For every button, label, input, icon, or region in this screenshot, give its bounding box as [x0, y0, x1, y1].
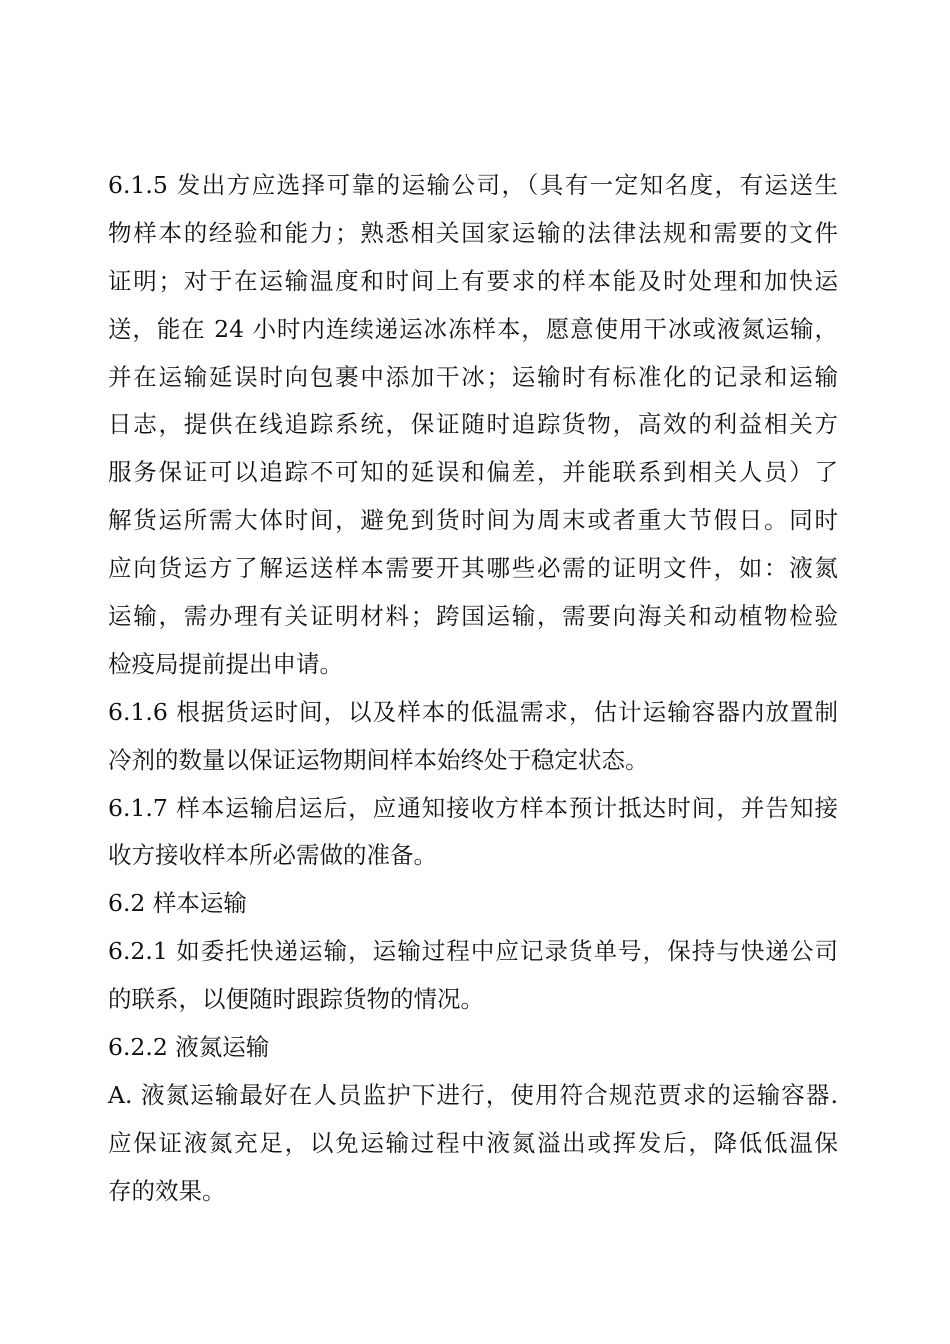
text-line: 6.2.1 如委托快递运输，运输过程中应记录货单号，保持与快递公司	[108, 937, 838, 966]
text-line: 运输，需办理有关证明材料；跨国运输，需要向海关和动植物检验	[108, 602, 838, 631]
text-line: 应向货运方了解运送样本需要开其哪些必需的证明文件，如：液氮	[108, 554, 838, 583]
text-line: 送，能在 24 小时内连续递运冰冻样本，愿意使用干冰或液氮运输，	[108, 314, 838, 343]
text-line: 检疫局提前提出申请。	[108, 649, 343, 678]
heading-text: 6.2.2 液氮运输	[108, 1033, 270, 1062]
text-line: 物样本的经验和能力；熟悉相关国家运输的法律法规和需要的文件	[108, 218, 838, 247]
paragraph-6-2-1	[108, 928, 838, 1024]
text-line: 证明；对于在运输温度和时间上有要求的样本能及时处理和加快运	[108, 266, 838, 295]
text-line: A. 液氮运输最好在人员监护下进行，使用符合规范贾求的运输容器.	[108, 1080, 838, 1109]
text-line: 6.1.5 发出方应选择可靠的运输公司，（具有一定知名度，有运送生	[108, 171, 838, 199]
text-line: 并在运输延误时向包裹中添加干冰；运输时有标准化的记录和运输	[108, 362, 838, 391]
paragraph-6-1-7	[108, 785, 838, 881]
subsection-heading-6-2-2	[108, 1024, 838, 1072]
text-line: 服务保证可以追踪不可知的延误和偏差，并能联系到相关人员）了	[108, 458, 838, 487]
paragraph-6-2-2-a	[108, 1072, 838, 1216]
text-line: 应保证液氮充足，以免运输过程中液氮溢出或挥发后，降低低温保	[108, 1128, 838, 1157]
paragraph-6-1-6	[108, 689, 838, 785]
text-line: 冷剂的数量以保证运物期间样本始终处于稳定状态。	[108, 745, 649, 774]
text-line: 解货运所需大体时间，避免到货时间为周末或者重大节假日。同时	[108, 506, 838, 535]
text-line: 6.1.6 根据货运时间，以及样本的低温需求，估计运输容器内放置制	[108, 697, 838, 726]
text-line: 6.1.7 样本运输启运后，应通知接收方样本预计抵达时间，并告知接	[108, 793, 838, 822]
paragraph-6-1-5	[108, 162, 838, 689]
heading-text: 6.2 样本运输	[108, 889, 247, 918]
text-line: 收方接收样本所必需做的准备。	[108, 841, 437, 870]
text-line: 日志，提供在线追踪系统，保证随时追踪货物，高效的利益相关方	[108, 410, 838, 439]
section-heading-6-2	[108, 880, 838, 928]
document-body	[108, 162, 838, 1216]
text-line: 的联系，以便随时跟踪货物的情况。	[108, 985, 484, 1014]
text-line: 存的效果。	[108, 1176, 226, 1205]
